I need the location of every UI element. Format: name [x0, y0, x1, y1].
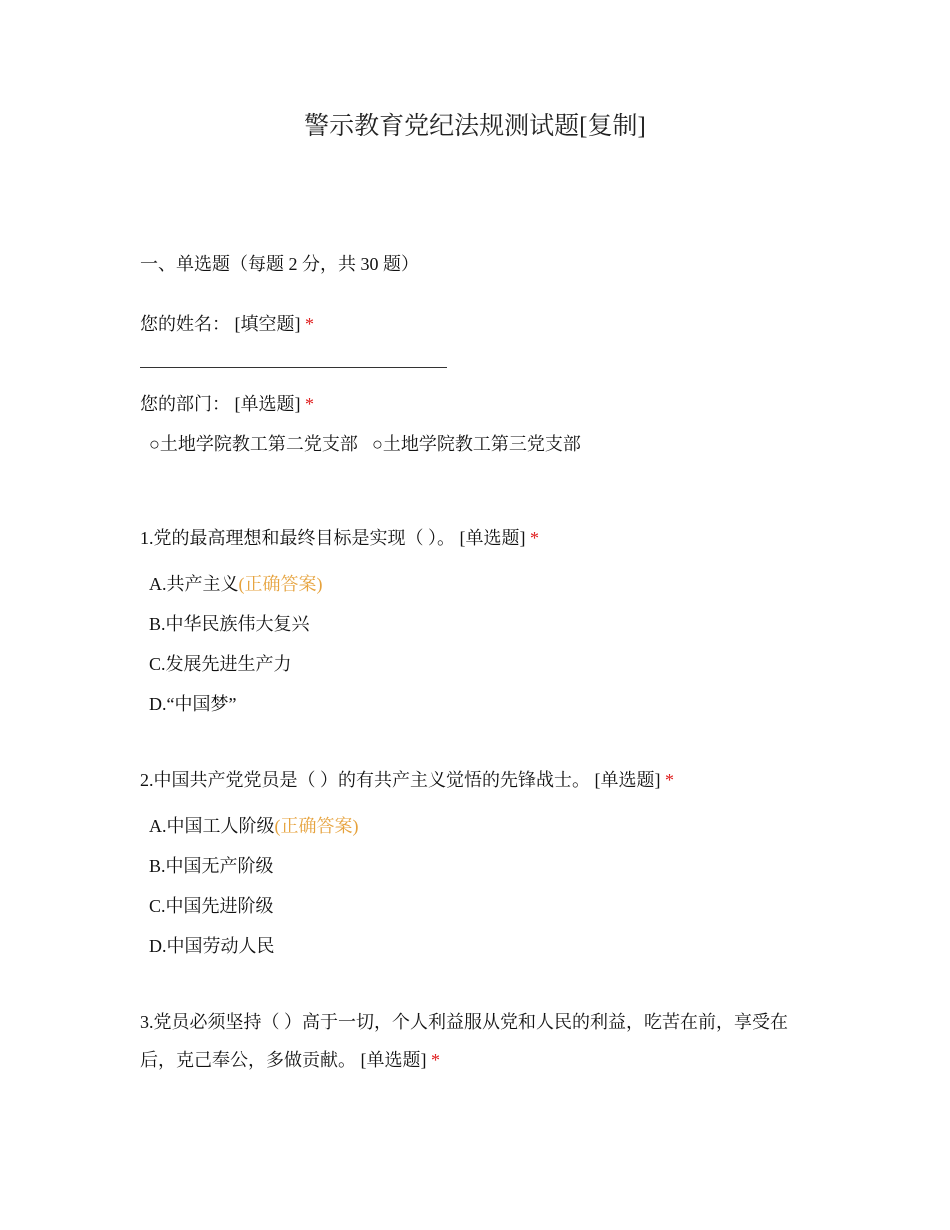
question-3-text: 3.党员必须坚持（ ）高于一切，个人利益服从党和人民的利益，吃苦在前，享受在后，克己奉公，多做贡献。	[140, 1012, 788, 1070]
option-text: A.共产主义	[149, 574, 239, 594]
name-type: [填空题]	[234, 314, 301, 334]
question-1-option-b[interactable]: B.中华民族伟大复兴	[149, 614, 310, 634]
required-mark: *	[530, 528, 539, 548]
page-title: 警示教育党纪法规测试题[复制]	[304, 113, 646, 140]
name-question	[140, 311, 314, 337]
question-3	[140, 1003, 820, 1079]
question-1-option-a[interactable]	[149, 571, 323, 597]
question-2-type: [单选题]	[594, 770, 661, 790]
correct-answer-label: (正确答案)	[238, 574, 323, 594]
department-label: 您的部门：	[140, 394, 230, 414]
required-mark: *	[305, 394, 314, 414]
question-2-option-c[interactable]: C.中国先进阶级	[149, 896, 274, 916]
question-2-option-d[interactable]: D.中国劳动人民	[149, 936, 275, 956]
required-mark: *	[665, 770, 674, 790]
name-input-line[interactable]	[140, 367, 447, 368]
correct-answer-label: (正确答案)	[274, 816, 359, 836]
question-1	[140, 525, 539, 551]
department-type: [单选题]	[234, 394, 301, 414]
department-option-3[interactable]: ○土地学院教工第三党支部	[372, 434, 581, 454]
question-2-text: 2.中国共产党党员是（ ）的有共产主义觉悟的先锋战士。	[140, 770, 590, 790]
question-3-type: [单选题]	[360, 1050, 427, 1070]
question-2-option-b[interactable]: B.中国无产阶级	[149, 856, 274, 876]
question-1-type: [单选题]	[459, 528, 526, 548]
required-mark: *	[305, 314, 314, 334]
section-heading: 一、单选题（每题 2 分，共 30 题）	[140, 254, 419, 274]
question-2	[140, 767, 674, 793]
question-1-text: 1.党的最高理想和最终目标是实现（ ）。	[140, 528, 455, 548]
department-question	[140, 391, 314, 417]
question-2-option-a[interactable]	[149, 813, 359, 839]
department-option-2[interactable]: ○土地学院教工第二党支部	[149, 434, 358, 454]
option-text: A.中国工人阶级	[149, 816, 275, 836]
question-1-option-c[interactable]: C.发展先进生产力	[149, 654, 292, 674]
question-1-option-d[interactable]: D.“中国梦”	[149, 694, 237, 714]
name-label: 您的姓名：	[140, 314, 230, 334]
required-mark: *	[431, 1050, 440, 1070]
